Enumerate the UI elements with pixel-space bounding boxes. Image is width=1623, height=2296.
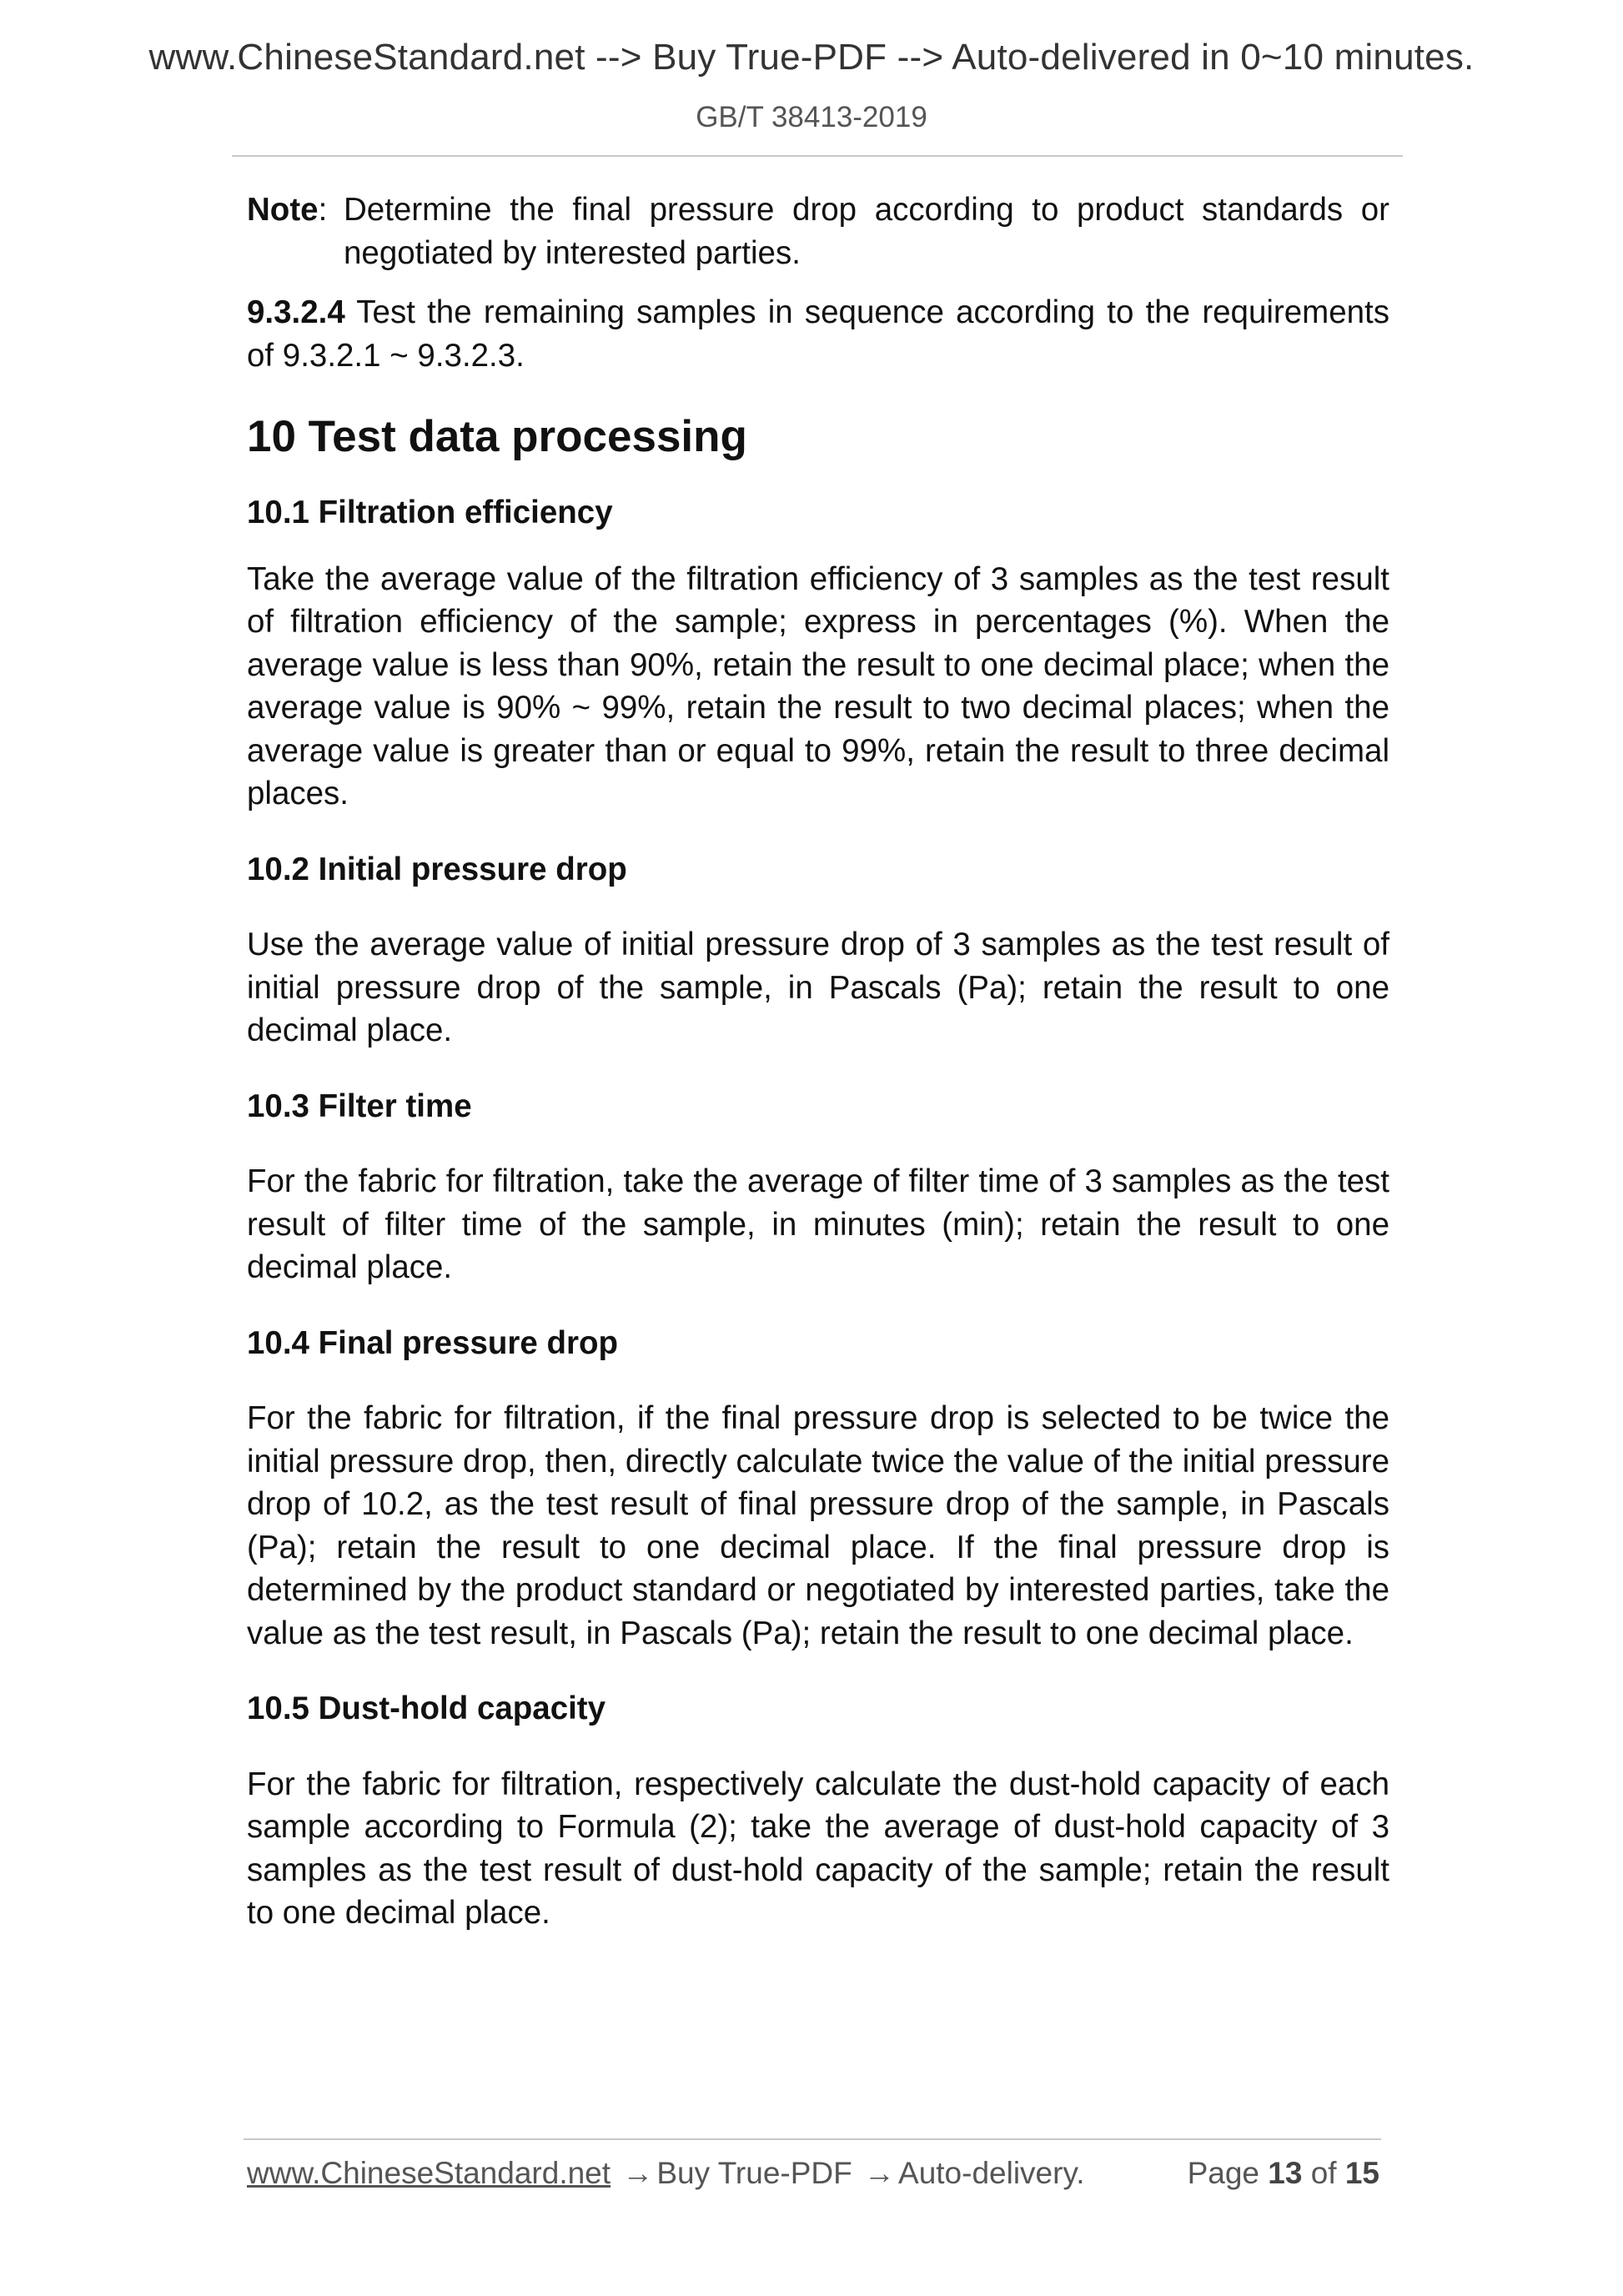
page-current: 13 bbox=[1268, 2156, 1303, 2190]
arrow-right-icon: → bbox=[864, 2156, 896, 2190]
subsection-10-3-heading: 10.3 Filter time bbox=[247, 1088, 472, 1124]
subsection-10-5-heading: 10.5 Dust-hold capacity bbox=[247, 1691, 606, 1726]
footer-divider bbox=[244, 2138, 1381, 2140]
page-label: Page bbox=[1187, 2156, 1259, 2190]
footer-site-link[interactable]: www.ChineseStandard.net bbox=[247, 2156, 611, 2190]
subsection-10-1-text: Take the average value of the filtration efficiency of 3 samples as the test result of filtration efficiency of the sample; express in percentages (%). When the average value is less than 90%, retain the result to one decimal place; when the average value is 90% ~ 99%, retain the result to two decimal places; when the average value is greater than or equal to 99%, retain the result to three decimal places. bbox=[247, 560, 1389, 811]
subsection-10-2-heading: 10.2 Initial pressure drop bbox=[247, 851, 627, 887]
section-10-heading: 10 Test data processing bbox=[247, 412, 747, 461]
footer-buy-text: Buy True-PDF bbox=[656, 2156, 852, 2190]
document-number: GB/T 38413-2019 bbox=[696, 101, 927, 133]
page-body bbox=[247, 188, 1389, 1935]
header-divider bbox=[232, 155, 1403, 157]
subsection-10-2-text: Use the average value of initial pressure drop of 3 samples as the test result of initial pressure drop of the sample, in Pascals (Pa); retain the result to one decimal place. bbox=[247, 927, 1389, 1048]
subsection-10-4-text: For the fabric for filtration, if the final pressure drop is selected to be twice the initial pressure drop, then, directly calculate twice the value of the initial pressure drop of 10.2, as the test result of final pressure drop of the sample, in Pascals (Pa); retain the result to one decimal place. If the final pressure drop is determined by the product standard or negotiated by interested parties, take the value as the test result, in Pascals (Pa); retain the result to one decimal place. bbox=[247, 1400, 1389, 1651]
subsection-10-1-heading: 10.1 Filtration efficiency bbox=[247, 495, 613, 530]
page-indicator bbox=[1188, 2156, 1379, 2191]
of-label: of bbox=[1310, 2156, 1337, 2190]
footer-delivery-text: Auto-delivery. bbox=[898, 2156, 1085, 2190]
page-footer bbox=[247, 2156, 1379, 2198]
note-colon: : bbox=[318, 192, 328, 228]
note-block bbox=[247, 188, 1389, 274]
site-banner: www.ChineseStandard.net --> Buy True-PDF --> Auto-delivered in 0~10 minutes. bbox=[148, 37, 1475, 78]
subsection-10-4-heading: 10.4 Final pressure drop bbox=[247, 1324, 619, 1361]
clause-text: Test the remaining samples in sequence according to the requirements of 9.3.2.1 ~ 9.3.2.3. bbox=[247, 294, 1389, 374]
note-label: Note bbox=[247, 192, 319, 228]
arrow-right-icon: → bbox=[622, 2156, 654, 2190]
subsection-10-3-text: For the fabric for filtration, take the average of filter time of 3 samples as the test result of filter time of the sample, in minutes (min); retain the result to one decimal place. bbox=[247, 1163, 1389, 1285]
page-total: 15 bbox=[1344, 2156, 1379, 2190]
note-text: Determine the final pressure drop according to product standards or negotiated by interested parties. bbox=[344, 192, 1389, 271]
clause-number: 9.3.2.4 bbox=[247, 294, 345, 330]
subsection-10-5-text: For the fabric for filtration, respectively calculate the dust-hold capacity of each sample according to Formula (2); take the average of dust-hold capacity of 3 samples as the test result of dust-hold capacity of the sample; retain the result to one decimal place. bbox=[247, 1766, 1389, 1931]
clause-9-3-2-4 bbox=[247, 291, 1389, 377]
